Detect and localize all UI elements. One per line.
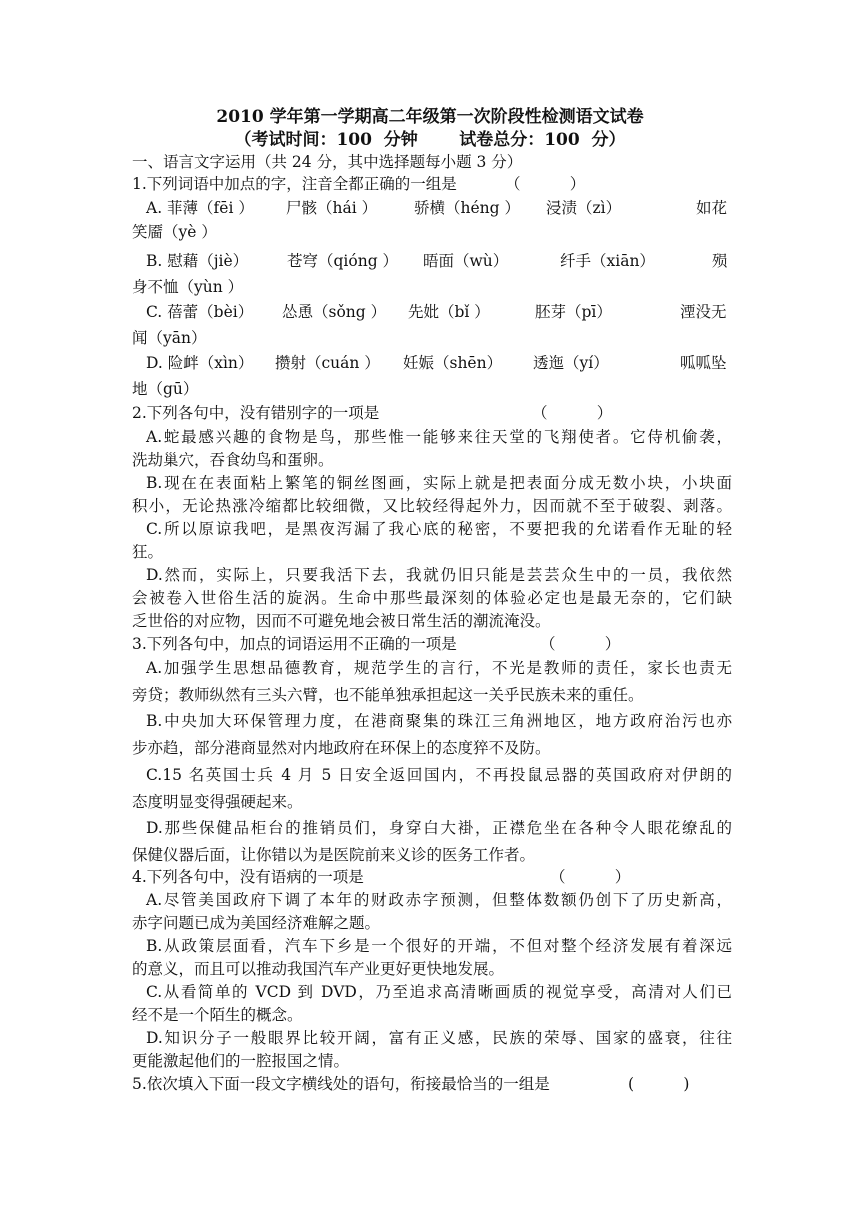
- q2-option-d-line3: 乏世俗的对应物，因而不可避免地会被日常生活的潮流淹没。: [132, 612, 551, 630]
- q3-option-d-line2: 保健仪器后面，让你错以为是医院前来义诊的医务工作者。: [132, 846, 536, 864]
- q1-option-d-item2: 攒射（cuán ）: [275, 354, 380, 372]
- question-5-stem: 5.依次填入下面一段文字横线处的语句，衔接最恰当的一组是: [132, 1075, 550, 1093]
- q1-option-d-item3: 妊娠（shēn）: [403, 354, 503, 372]
- q1-option-d-item1: D. 险衅（xìn）: [146, 354, 254, 372]
- q1-option-d-cont: 地（gū）: [132, 380, 199, 398]
- q2-option-d-line2: 会被卷入世俗生活的旋涡。生命中那些最深刻的体验必定也是最无奈的，它们缺: [132, 589, 732, 607]
- q1-option-d-item5: 呱呱坠: [680, 354, 727, 372]
- question-2-stem: 2.下列各句中，没有错别字的一项是: [132, 404, 380, 422]
- q1-option-c-item2: 怂恿（sǒng ）: [282, 303, 387, 321]
- q4-option-d-line2: 更能激起他们的一腔报国之情。: [132, 1052, 350, 1070]
- q2-option-a-line1: A.蛇最感兴趣的食物是鸟，那些惟一能够来往天堂的飞翔使者。它侍机偷袭，: [146, 428, 732, 446]
- q2-option-d-line1: D.然而，实际上，只要我活下去，我就仍旧只能是芸芸众生中的一员，我依然: [146, 566, 732, 584]
- q4-option-b-line2: 的意义，而且可以推动我国汽车产业更好更快地发展。: [132, 960, 505, 978]
- question-1-stem: 1.下列词语中加点的字，注音全都正确的一组是: [132, 175, 457, 193]
- question-2-answer-blank[interactable]: （ ）: [532, 404, 613, 422]
- q4-option-c-line1: C.从看简单的 VCD 到 DVD，乃至追求高清晰画质的视觉享受，高清对人们已: [146, 983, 732, 1001]
- q3-option-b-line1: B.中央加大环保管理力度，在港商聚集的珠江三角洲地区，地方政府治污也亦: [146, 712, 732, 730]
- q1-option-b-item4: 纤手（xiān）: [560, 252, 655, 270]
- question-4-stem: 4.下列各句中，没有语病的一项是: [132, 868, 364, 886]
- q1-option-c-item4: 胚芽（pī）: [535, 303, 612, 321]
- exam-title: 2010 学年第一学期高二年级第一次阶段性检测语文试卷: [216, 107, 644, 127]
- q3-option-b-line2: 步亦趋，部分港商显然对内地政府在环保上的态度猝不及防。: [132, 739, 551, 757]
- q3-option-c-line2: 态度明显变得强硬起来。: [132, 793, 303, 811]
- q3-option-a-line1: A.加强学生思想品德教育，规范学生的言行，不光是教师的责任，家长也责无: [146, 659, 732, 677]
- q1-option-b-item2: 苍穹（qióng ）: [287, 252, 399, 270]
- q1-option-c-cont: 闻（yān）: [132, 329, 207, 347]
- question-3-answer-blank[interactable]: （ ）: [540, 635, 621, 653]
- q4-option-c-line2: 经不是一个陌生的概念。: [132, 1006, 303, 1024]
- q1-option-c-item5: 湮没无: [680, 303, 727, 321]
- q1-option-c-item1: C. 蓓蕾（bèi）: [146, 303, 254, 321]
- q4-option-a-line1: A.尽管美国政府下调了本年的财政赤字预测，但整体数额仍创下了历史新高，: [146, 891, 732, 909]
- q4-option-a-line2: 赤字问题已成为美国经济难解之题。: [132, 914, 381, 932]
- q3-option-c-line1: C.15 名英国士兵 4 月 5 日安全返回国内，不再投鼠忌器的英国政府对伊朗的: [146, 766, 732, 784]
- q1-option-a-item2: 尸骸（hái ）: [286, 199, 378, 217]
- q1-option-b-item1: B. 慰藉（jiè）: [146, 252, 249, 270]
- q1-option-a-item4: 浸渍（zì）: [546, 199, 622, 217]
- q4-option-d-line1: D.知识分子一般眼界比较开阔，富有正义感，民族的荣辱、国家的盛衰，往往: [146, 1029, 732, 1047]
- q3-option-d-line1: D.那些保健品柜台的推销员们，身穿白大褂，正襟危坐在各种令人眼花缭乱的: [146, 819, 732, 837]
- question-5-answer-blank[interactable]: ( ): [628, 1075, 690, 1093]
- section-heading: 一、语言文字运用（共 24 分，其中选择题每小题 3 分）: [132, 153, 523, 171]
- question-3-stem: 3.下列各句中，加点的词语运用不正确的一项是: [132, 635, 457, 653]
- q2-option-b-line1: B.现在在表面粘上繁笔的铜丝图画，实际上就是把表面分成无数小块，小块面: [146, 474, 732, 492]
- q2-option-c-line2: 狂。: [132, 543, 164, 561]
- question-1-answer-blank[interactable]: （ ）: [505, 175, 586, 193]
- q1-option-b-item5: 殒: [712, 252, 728, 270]
- q1-option-b-item3: 晤面（wù）: [423, 252, 509, 270]
- exam-subtitle: （考试时间：100 分钟 试卷总分：100 分）: [234, 130, 626, 150]
- q1-option-a-cont: 笑靥（yè ）: [132, 223, 217, 241]
- q1-option-b-cont: 身不恤（yùn ）: [132, 278, 244, 296]
- q2-option-b-line2: 积小，无论热涨冷缩都比较细微，又比较经得起外力，因而就不至于破裂、剥落。: [132, 497, 732, 515]
- q2-option-a-line2: 洗劫巢穴，吞食幼鸟和蛋卵。: [132, 451, 334, 469]
- q3-option-a-line2: 旁贷；教师纵然有三头六臂，也不能单独承担起这一关乎民族未来的重任。: [132, 686, 644, 704]
- q1-option-c-item3: 先妣（bǐ ）: [408, 303, 490, 321]
- q1-option-d-item4: 透迤（yí）: [533, 354, 609, 372]
- q1-option-a-item5: 如花: [696, 199, 728, 217]
- q1-option-a-item3: 骄横（héng ）: [414, 199, 520, 217]
- question-4-answer-blank[interactable]: （ ）: [550, 868, 631, 886]
- q2-option-c-line1: C.所以原谅我吧，是黑夜泻漏了我心底的秘密，不要把我的允诺看作无耻的轻: [146, 520, 732, 538]
- q1-option-a-item1: A. 菲薄（fēi ）: [146, 199, 254, 217]
- q4-option-b-line1: B.从政策层面看，汽车下乡是一个很好的开端，不但对整个经济发展有着深远: [146, 937, 732, 955]
